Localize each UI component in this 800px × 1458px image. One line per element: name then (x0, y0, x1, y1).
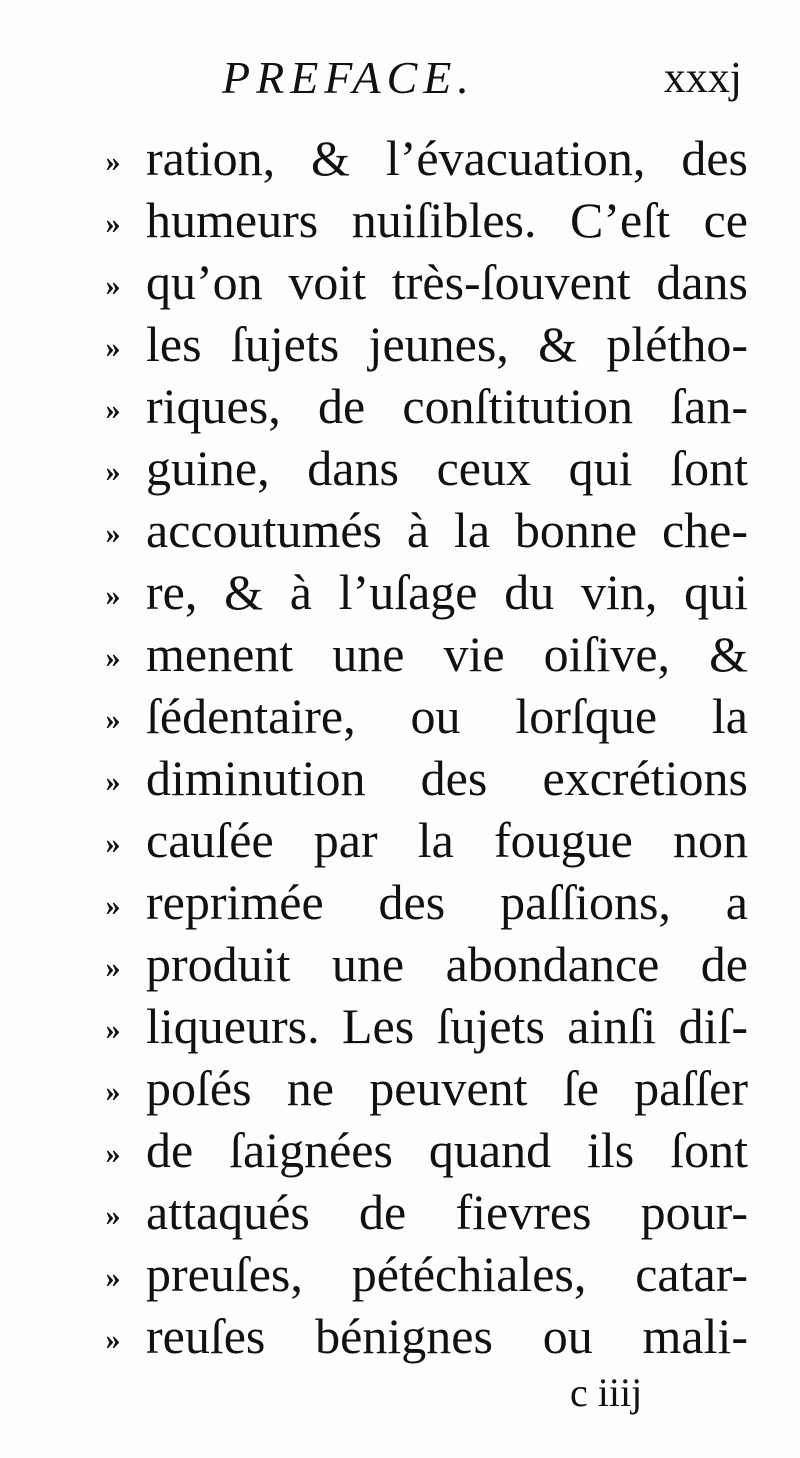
line-text: accoutumés à la bonne che- (146, 502, 748, 558)
quote-mark: » (105, 331, 121, 364)
quote-mark: » (105, 455, 121, 488)
text-body (88, 128, 748, 1378)
line-text: re, & à l’uſage du vin, qui (146, 564, 748, 620)
running-title: PREFACE. (222, 52, 475, 103)
quote-mark: » (105, 765, 121, 798)
quote-mark: » (105, 1199, 121, 1232)
quote-mark: » (105, 145, 121, 178)
text-line (88, 1182, 748, 1242)
text-line (88, 934, 748, 994)
line-text: produit une abondance de (146, 936, 748, 992)
line-text: ſédentaire, ou lorſque la (146, 688, 748, 744)
text-line (88, 872, 748, 932)
line-text: humeurs nuiſibles. C’eſt ce (146, 192, 748, 248)
text-line (88, 1120, 748, 1180)
line-text: ration, & l’évacuation, des (146, 130, 748, 186)
line-text: riques, de conſtitution ſan- (146, 378, 748, 434)
quote-mark: » (105, 951, 121, 984)
quote-mark: » (105, 579, 121, 612)
quote-mark: » (105, 1323, 121, 1356)
line-text: cauſée par la fougue non (146, 812, 748, 868)
text-line (88, 252, 748, 312)
quote-mark: » (105, 1261, 121, 1294)
quote-mark: » (105, 1013, 121, 1046)
quote-mark: » (105, 889, 121, 922)
text-line (88, 190, 748, 250)
quote-mark: » (105, 393, 121, 426)
line-text: reuſes bénignes ou mali- (146, 1308, 748, 1364)
line-text: poſés ne peuvent ſe paſſer (146, 1060, 748, 1116)
quote-mark: » (105, 1137, 121, 1170)
text-line (88, 1244, 748, 1304)
quote-mark: » (105, 269, 121, 302)
line-text: menent une vie oiſive, & (146, 626, 748, 682)
quote-mark: » (105, 517, 121, 550)
quote-mark: » (105, 1075, 121, 1108)
line-text: qu’on voit très-ſouvent dans (146, 254, 748, 310)
line-text: preuſes, pétéchiales, catar- (146, 1246, 748, 1302)
text-line (88, 748, 748, 808)
text-line (88, 128, 748, 188)
line-text: attaqués de fievres pour- (146, 1184, 748, 1240)
line-text: de ſaignées quand ils ſont (146, 1122, 748, 1178)
signature-mark: c iiij (570, 1370, 643, 1415)
page-header (222, 48, 742, 108)
text-line (88, 1306, 748, 1366)
text-line (88, 438, 748, 498)
line-text: reprimée des paſſions, a (146, 874, 748, 930)
line-text: guine, dans ceux qui ſont (146, 440, 748, 496)
text-line (88, 624, 748, 684)
text-line (88, 1058, 748, 1118)
text-line (88, 810, 748, 870)
text-line (88, 562, 748, 622)
page-number: xxxj (663, 53, 742, 102)
line-text: diminution des excrétions (146, 750, 748, 806)
text-line (88, 686, 748, 746)
quote-mark: » (105, 827, 121, 860)
line-text: liqueurs. Les ſujets ainſi diſ- (146, 998, 748, 1054)
quote-mark: » (105, 703, 121, 736)
quote-mark: » (105, 207, 121, 240)
text-line (88, 376, 748, 436)
text-line (88, 314, 748, 374)
text-line (88, 500, 748, 560)
line-text: les ſujets jeunes, & plétho- (146, 316, 748, 372)
quote-mark: » (105, 641, 121, 674)
text-line (88, 996, 748, 1056)
